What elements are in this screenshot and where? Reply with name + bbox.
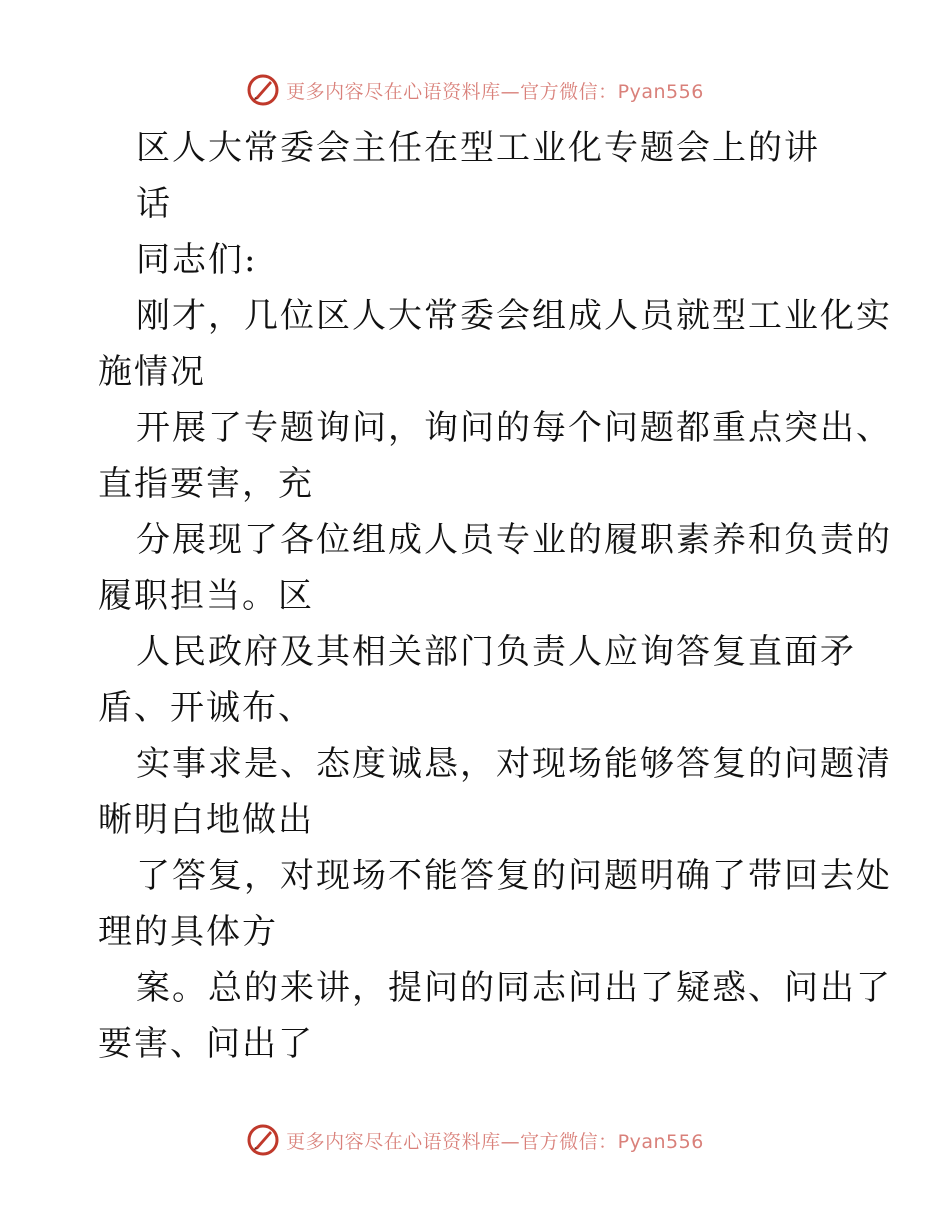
paragraph-line: 案。总的来讲，提问的同志问出了疑惑、问出了 (136, 968, 892, 1008)
paragraph-line: 要害、问出了 (98, 1024, 314, 1064)
document-body (98, 120, 892, 1072)
paragraph-line: 了答复，对现场不能答复的问题明确了带回去处 (136, 856, 892, 896)
paragraph-line: 刚才，几位区人大常委会组成人员就型工业化实 (136, 296, 892, 336)
paragraph-line: 理的具体方 (98, 912, 278, 952)
paragraph-line: 盾、开诚布、 (98, 688, 314, 728)
paragraph-line: 直指要害，充 (98, 464, 314, 504)
paragraph-line: 人民政府及其相关部门负责人应询答复直面矛 (136, 632, 856, 672)
paragraph-line: 实事求是、态度诚恳，对现场能够答复的问题清 (136, 744, 892, 784)
quill-seal-icon (246, 73, 280, 107)
paragraph-line: 施情况 (98, 352, 206, 392)
paragraph-line: 分展现了各位组成人员专业的履职素养和负责的 (136, 520, 892, 560)
quill-seal-icon (246, 1123, 280, 1157)
header-banner (0, 72, 950, 108)
paragraph-line: 履职担当。区 (98, 576, 314, 616)
banner-text: 更多内容尽在心语资料库—官方微信：Pyan556 (286, 80, 704, 103)
salutation: 同志们: (136, 240, 258, 280)
title-line: 区人大常委会主任在型工业化专题会上的讲 (136, 128, 820, 168)
paragraph-line: 开展了专题询问，询问的每个问题都重点突出、 (136, 408, 892, 448)
footer-banner (0, 1122, 950, 1158)
title-line: 话 (136, 184, 172, 224)
paragraph-line: 晰明白地做出 (98, 800, 314, 840)
banner-text: 更多内容尽在心语资料库—官方微信：Pyan556 (286, 1130, 704, 1153)
